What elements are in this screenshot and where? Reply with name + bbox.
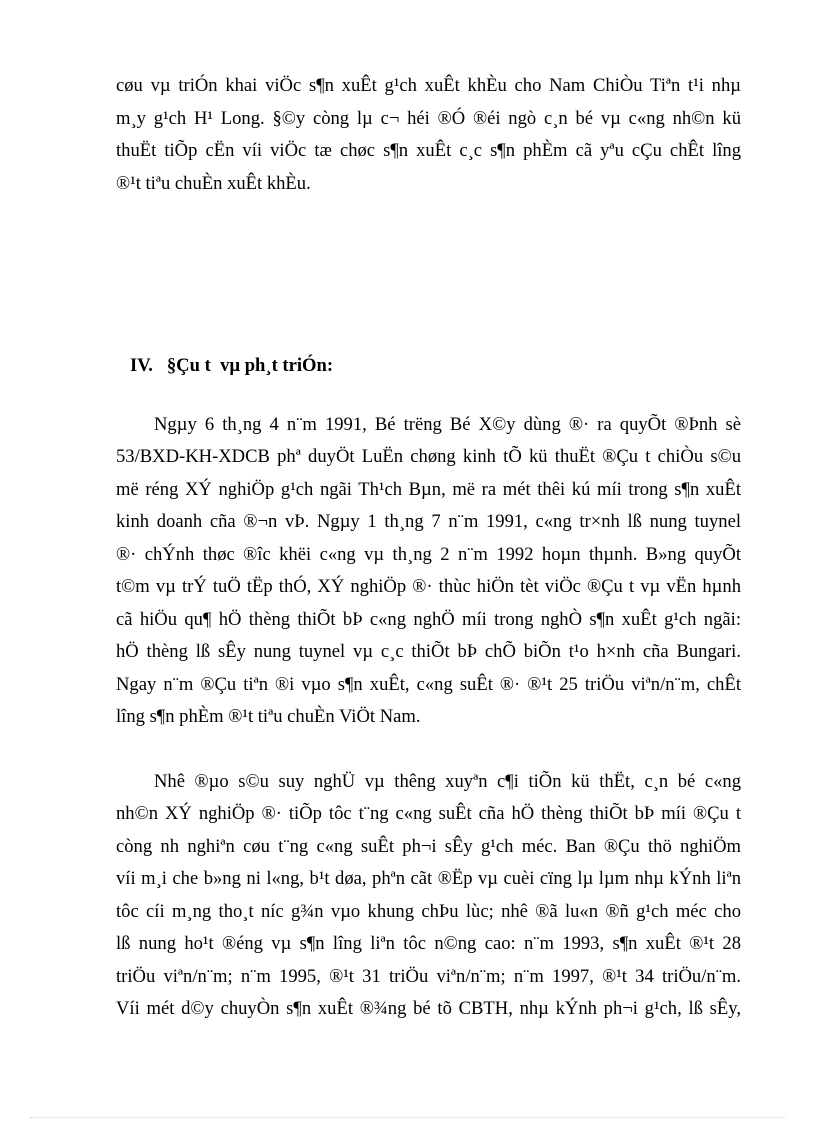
paragraph-line: triÖu viªn/n¨m; n¨m 1995, ®¹t 31 triÖu viªn/n¨m; n¨m 1997, ®¹t 34 triÖu/n¨m. (116, 965, 741, 987)
paragraph-line: Víi mét d©y chuyÒn s¶n xuÊt ®¾ng bé tõ CBTH, nhµ kÝnh ph¬i g¹ch, lß sÊy, (116, 998, 741, 1019)
paragraph-line: Ngay n¨m ®Çu tiªn ®i vµo s¶n xuÊt, c«ng suÊt ®· ®¹t 25 triÖu viªn/n¨m, chÊt (116, 673, 741, 695)
intro-line: cøu vµ triÓn khai viÖc s¶n xuÊt g¹ch xuÊt khÈu cho Nam ChiÒu Tiªn t¹i nhµ (116, 75, 741, 96)
paragraph-line: t©m vµ trÝ tuÖ tËp thÓ, XÝ nghiÖp ®· thùc hiÖn tèt viÖc ®Çu t vµ vËn hµnh (116, 576, 741, 597)
paragraph-line: Nhê ®µo s©u suy nghÜ vµ thêng xuyªn c¶i tiÕn kü thËt, c¸n bé c«ng (154, 770, 741, 792)
page-bottom-divider (30, 1117, 786, 1118)
spacer (116, 383, 741, 409)
intro-line: m¸y g¹ch H¹ Long. §©y còng lµ c¬ héi ®Ó ®éi ngò c¸n bé vµ c«ng nh©n kü (116, 107, 741, 129)
paragraph-line: kinh doanh cña ®¬n vÞ. Ngµy 1 th¸ng 7 n¨m 1991, c«ng tr×nh lß nung tuynel (116, 511, 741, 532)
spacer (116, 734, 741, 766)
paragraph-investment (116, 409, 741, 734)
paragraph-line: nh©n XÝ nghiÖp ®· tiÕp tôc t¨ng c«ng suÊt cña hÖ thèng thiÕt bÞ míi ®Çu t (116, 803, 741, 824)
paragraph-line: víi m¸i che b»ng ni l«ng, b¹t døa, phªn cãt ®Ëp vµ cuèi cïng lµ lµm nhµ kÝnh liªn (116, 868, 741, 889)
paragraph-line: ®· chÝnh thøc ®îc khëi c«ng vµ th¸ng 2 n¨m 1992 hoµn thµnh. B»ng quyÕt (116, 543, 741, 565)
paragraph-line: më réng XÝ nghiÖp g¹ch ngãi Th¹ch Bµn, më ra mét thêi kú míi trong s¶n xuÊt (116, 478, 741, 500)
paragraph-line: hÖ thèng lß sÊy nung tuynel vµ c¸c thiÕt bÞ chÕ biÕn t¹o h×nh cña Bungari. (116, 641, 741, 662)
intro-line: ®¹t tiªu chuÈn xuÊt khÈu. (116, 172, 311, 194)
section-heading: IV. §Çu t vµ ph¸t triÓn: (130, 355, 334, 376)
spacer (116, 200, 741, 350)
paragraph-line: còng nh nghiªn cøu t¨ng c«ng suÊt ph¬i sÊy g¹ch méc. Ban ®Çu thö nghiÖm (116, 835, 741, 857)
paragraph-line: Ngµy 6 th¸ng 4 n¨m 1991, Bé trëng Bé X©y dùng ®· ra quyÕt ®Þnh sè (154, 413, 741, 435)
paragraph-line: cã hiÖu qu¶ hÖ thèng thiÕt bÞ c«ng nghÖ míi trong nghÒ s¶n xuÊt g¹ch ngãi: (116, 608, 741, 630)
paragraph-line: 53/BXD-KH-XDCB phª duyÖt LuËn chøng kinh tÕ kü thuËt ®Çu t chiÒu s©u (116, 446, 741, 467)
document-page (116, 70, 741, 1026)
paragraph-line: lß nung ho¹t ®éng vµ s¶n lîng liªn tôc n©ng cao: n¨m 1993, s¶n xuÊt ®¹t 28 (116, 933, 741, 954)
intro-paragraph (116, 70, 741, 200)
intro-line: thuËt tiÕp cËn víi viÖc tæ chøc s¶n xuÊt c¸c s¶n phÈm cã yªu cÇu chÊt lîng (116, 140, 741, 161)
paragraph-line: tôc cíi m¸ng tho¸t níc g¾n vµo khung chÞu lùc; nhê ®ã lu«n ®ñ g¹ch méc cho (116, 900, 741, 922)
paragraph-line: lîng s¶n phÈm ®¹t tiªu chuÈn ViÖt Nam. (116, 706, 421, 727)
paragraph-improvement (116, 766, 741, 1026)
